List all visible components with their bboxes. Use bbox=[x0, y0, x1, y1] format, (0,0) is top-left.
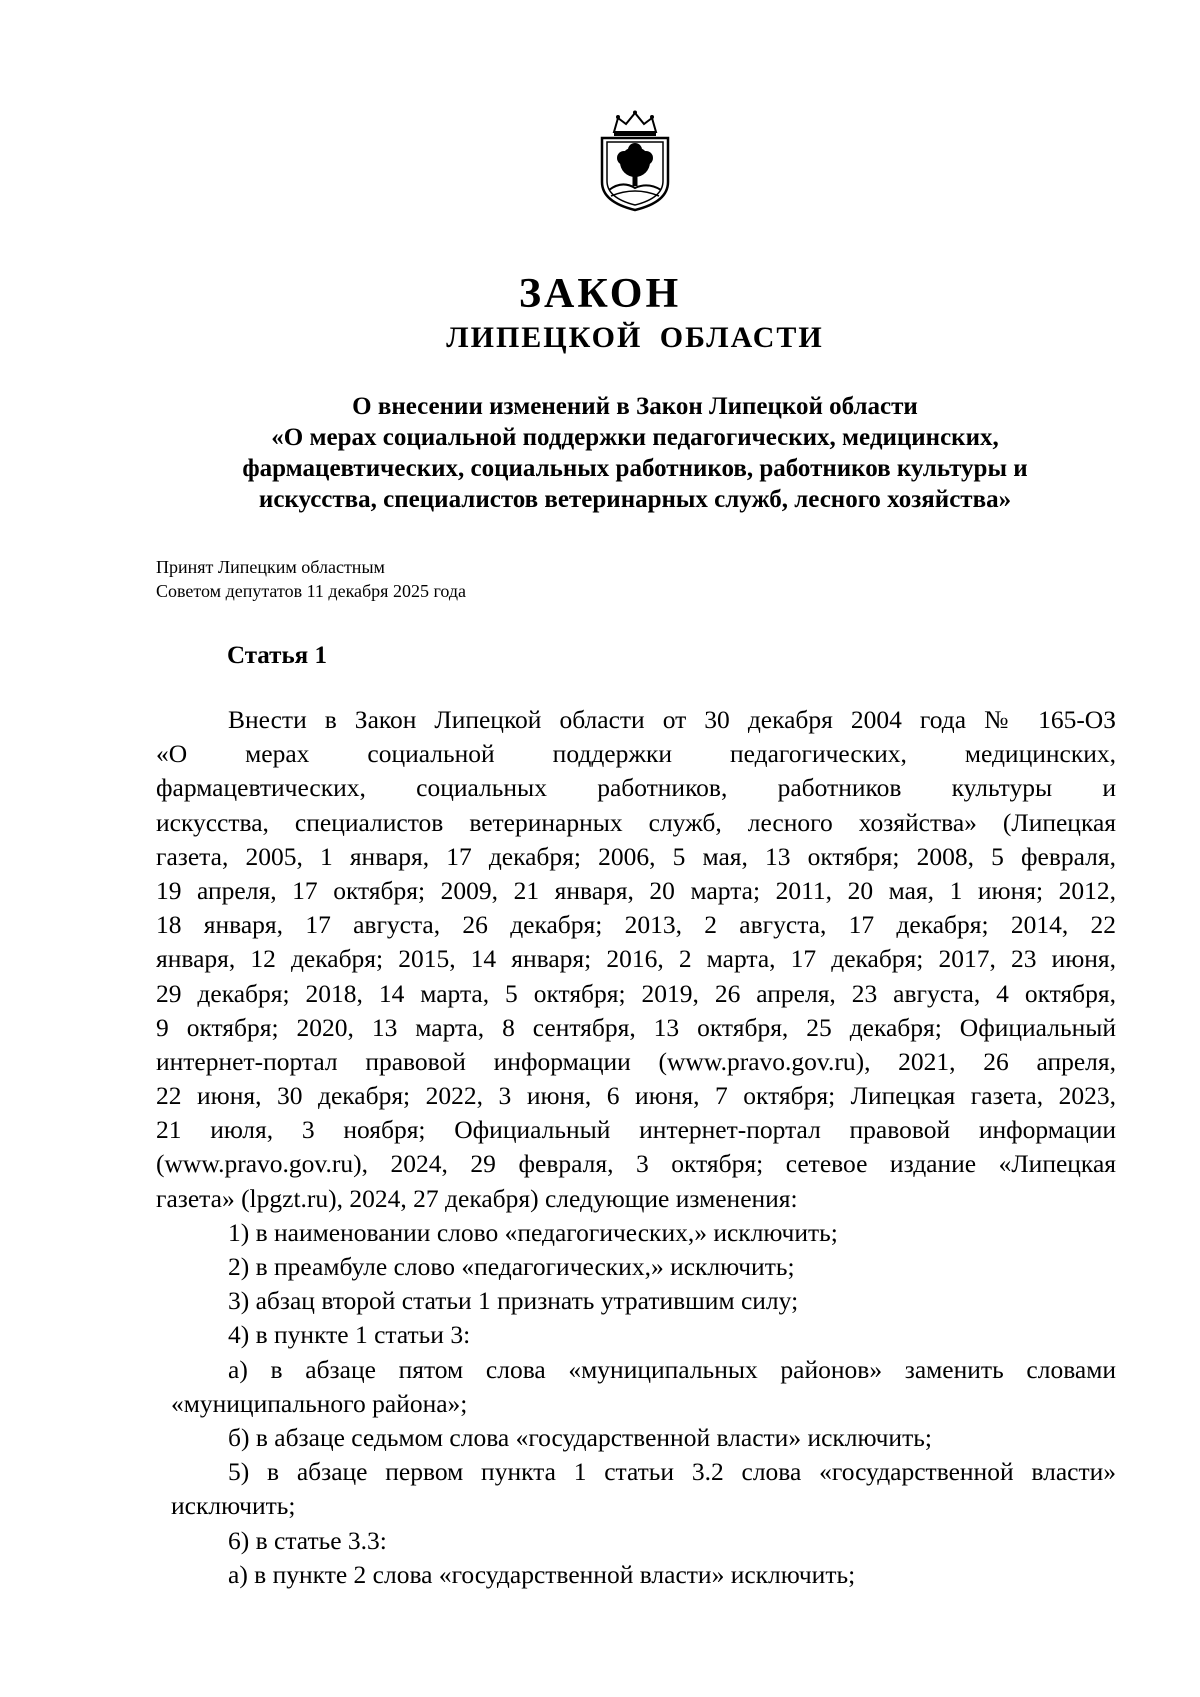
amendment-item: б) в абзаце седьмом слова «государственной власти» исключить; bbox=[228, 1422, 932, 1452]
body-line: интернет-портал правовой информации (www.pravo.gov.ru), 2021, 26 апреля, bbox=[156, 1046, 1116, 1076]
body-line: искусства, специалистов ветеринарных служб, лесного хозяйства» (Липецкая bbox=[156, 807, 1116, 837]
body-line: газета, 2005, 1 января, 17 декабря; 2006, 5 мая, 13 октября; 2008, 5 февраля, bbox=[156, 841, 1116, 871]
adoption-line: Советом депутатов 11 декабря 2025 года bbox=[156, 581, 467, 601]
article-body bbox=[156, 703, 1116, 1592]
body-line: 29 декабря; 2018, 14 марта, 5 октября; 2019, 26 апреля, 23 августа, 4 октября, bbox=[156, 978, 1116, 1008]
adoption-note bbox=[156, 555, 466, 603]
body-line: 19 апреля, 17 октября; 2009, 21 января, 20 марта; 2011, 20 мая, 1 июня; 2012, bbox=[156, 875, 1116, 905]
lipetsk-coat-of-arms-icon bbox=[594, 110, 676, 212]
law-heading-line: искусства, специалистов ветеринарных служб, лесного хозяйства» bbox=[258, 486, 1012, 513]
document-title: ЗАКОН bbox=[518, 271, 682, 317]
body-line: «О мерах социальной поддержки педагогических, медицинских, bbox=[156, 739, 1116, 769]
body-line: Внести в Закон Липецкой области от 30 декабря 2004 года № 165-ОЗ bbox=[228, 705, 1116, 734]
body-line: (www.pravo.gov.ru), 2024, 29 февраля, 3 октября; сетевое издание «Липецкая bbox=[156, 1149, 1116, 1179]
amendment-item: а) в абзаце пятом слова «муниципальных районов» заменить словами bbox=[228, 1354, 1116, 1384]
amendment-item: 1) в наименовании слово «педагогических,» исключить; bbox=[228, 1217, 838, 1247]
law-heading-line: «О мерах социальной поддержки педагогических, медицинских, bbox=[271, 424, 999, 451]
law-heading bbox=[150, 391, 1120, 515]
amendment-item: 2) в преамбуле слово «педагогических,» исключить; bbox=[228, 1252, 795, 1281]
body-line: фармацевтических, социальных работников, работников культуры и bbox=[156, 773, 1116, 803]
amendment-item: 4) в пункте 1 статьи 3: bbox=[228, 1320, 471, 1350]
amendment-item: 3) абзац второй статьи 1 признать утратившим силу; bbox=[228, 1286, 799, 1316]
law-heading-line: О внесении изменений в Закон Липецкой области bbox=[352, 393, 918, 420]
body-line: 22 июня, 30 декабря; 2022, 3 июня, 6 июня, 7 октября; Липецкая газета, 2023, bbox=[156, 1081, 1116, 1111]
adoption-line: Принят Липецким областным bbox=[156, 557, 385, 577]
amendment-item: «муниципального района»; bbox=[171, 1388, 468, 1418]
body-line: 18 января, 17 августа, 26 декабря; 2013, 2 августа, 17 декабря; 2014, 22 bbox=[156, 910, 1116, 940]
body-line: газета» (lpgzt.ru), 2024, 27 декабря) следующие изменения: bbox=[156, 1183, 798, 1213]
document-subtitle: ЛИПЕЦКОЙ ОБЛАСТИ bbox=[446, 321, 824, 354]
amendment-item: а) в пункте 2 слова «государственной власти» исключить; bbox=[228, 1559, 856, 1589]
law-heading-line: фармацевтических, социальных работников, работников культуры и bbox=[242, 455, 1028, 482]
body-line: 21 июля, 3 ноября; Официальный интернет-портал правовой информации bbox=[156, 1115, 1116, 1145]
body-line: 9 октября; 2020, 13 марта, 8 сентября, 13 октября, 25 декабря; Официальный bbox=[156, 1012, 1116, 1042]
article-title: Статья 1 bbox=[227, 642, 327, 669]
amendment-item: 6) в статье 3.3: bbox=[228, 1525, 387, 1555]
body-line: января, 12 декабря; 2015, 14 января; 2016, 2 марта, 17 декабря; 2017, 23 июня, bbox=[156, 944, 1116, 974]
amendment-item: исключить; bbox=[171, 1491, 296, 1521]
amendment-item: 5) в абзаце первом пункта 1 статьи 3.2 слова «государственной власти» bbox=[228, 1457, 1116, 1487]
